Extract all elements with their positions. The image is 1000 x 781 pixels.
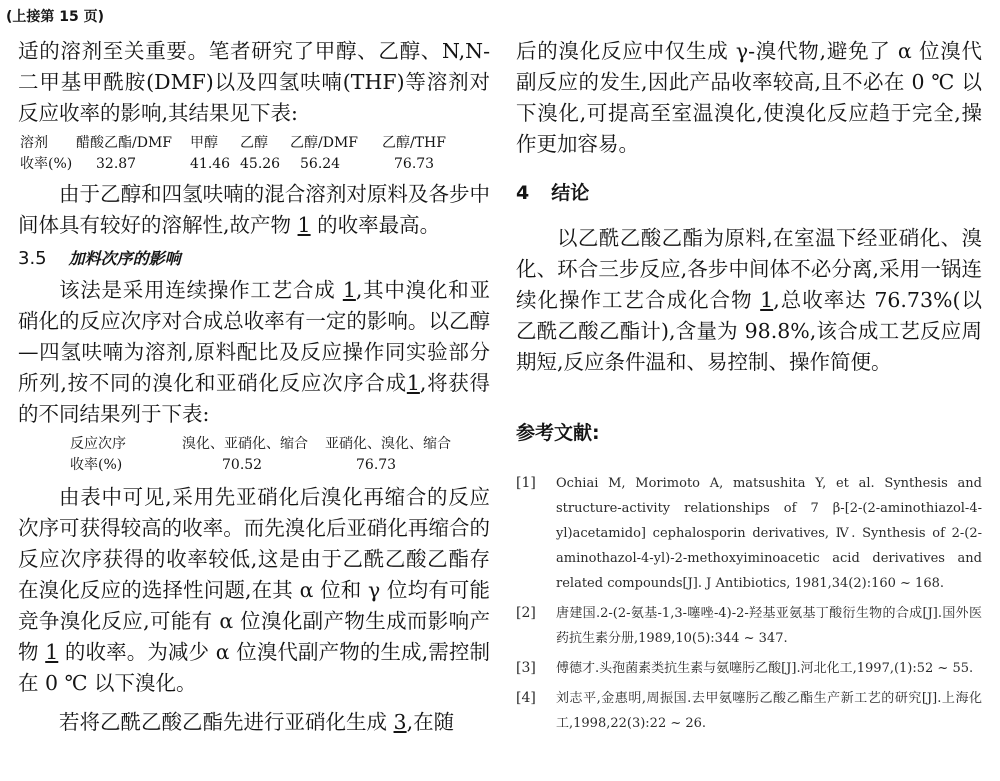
- reference-number: [2]: [516, 605, 536, 621]
- left-paragraph-1: 适的溶剂至关重要。笔者研究了甲醇、乙醇、N,N-二甲基甲酰胺(DMF)以及四氢呋喃(THF)等溶剂对反应收率的影响,其结果见下表:: [18, 39, 490, 125]
- sequence-yield-table: [70, 434, 490, 476]
- solvent-table-header-row: [20, 133, 490, 154]
- text-segment: 若将乙酰乙酸乙酯先进行亚硝化生成: [59, 710, 387, 734]
- table-cell: 反应次序: [70, 436, 126, 452]
- table-cell: 70.52: [222, 457, 263, 473]
- table-cell: 收率(%): [70, 457, 123, 473]
- table-cell: 76.73: [394, 156, 435, 172]
- table-cell: 76.73: [356, 457, 397, 473]
- section-number: 4: [516, 182, 530, 204]
- table-cell: 收率(%): [20, 156, 73, 172]
- compound-ref: 1: [406, 371, 420, 395]
- compound-ref: 1: [45, 640, 59, 664]
- compound-ref: 3: [393, 710, 407, 734]
- references-heading: 参考文献:: [516, 422, 600, 444]
- text-segment: 该法是采用连续操作工艺合成: [59, 278, 336, 302]
- reference-number: [1]: [516, 475, 536, 491]
- left-column: [18, 36, 490, 738]
- compound-ref: 1: [760, 288, 774, 312]
- right-column: [516, 36, 982, 741]
- sequence-table-header-row: [70, 434, 490, 455]
- table-cell: 45.26: [240, 156, 281, 172]
- reference-item: [516, 686, 982, 736]
- section-title: 结论: [551, 182, 590, 204]
- reference-text: 傅德才.头孢菌素类抗生素与氨噻肟乙酸[J].河北化工,1997,(1):52 ~ 55.: [556, 661, 974, 676]
- conclusion-paragraph: [516, 223, 982, 378]
- reference-text: 刘志平,金惠明,周振国.去甲氨噻肟乙酸乙酯生产新工艺的研究[J].上海化工,1998,22(3):22 ~ 26.: [556, 691, 982, 731]
- text-segment: 由表中可见,采用先亚硝化后溴化再缩合的反应次序可获得较高的收率。而先溴化后亚硝化再缩合的反应次序获得的收率较低,这是由于乙酰乙酸乙酯存在溴化反应的选择性问题,在其 α 位和 γ 位均有可能竞争溴化反应,可能有 α 位溴化副产物生成而影响产物: [18, 485, 490, 664]
- compound-ref: 1: [342, 278, 356, 302]
- table-cell: 56.24: [300, 156, 341, 172]
- reference-text: Ochiai M, Morimoto A, matsushita Y, et al. Synthesis and structure-activity relationships of 7 β-[2-(2-aminothiazol-4-yl)acetamido] cephalosporin derivatives, Ⅳ. Synthesis of 2-(2-aminothazol-4-yl)-2-methoxyiminoacetic acid derivatives and related compounds[J]. J Antibiotics, 1981,34(2):160 ~ 168.: [556, 476, 982, 591]
- left-paragraph-4: [18, 482, 490, 699]
- table-cell: 乙醇: [240, 135, 268, 151]
- left-paragraph-5: [18, 707, 490, 738]
- text-segment: ,总收率达 76.73%(以乙酰乙酸乙酯计),含量为 98.8%,该合成工艺反应周期短,反应条件温和、易控制、操作简便。: [516, 288, 982, 374]
- solvent-yield-table: [20, 133, 490, 175]
- text-segment: ,将获得的不同结果列于下表:: [18, 371, 490, 426]
- right-paragraph-1: 后的溴化反应中仅生成 γ-溴代物,避免了 α 位溴代副反应的发生,因此产品收率较高,且不必在 0 ℃ 以下溴化,可提高至室温溴化,使溴化反应趋于完全,操作更加容易。: [516, 39, 982, 156]
- solvent-table-yield-row: [20, 154, 490, 175]
- table-cell: 溴化、亚硝化、缩合: [182, 436, 308, 452]
- section-title: 加料次序的影响: [68, 249, 181, 268]
- text-segment: 由于乙醇和四氢呋喃的混合溶剂对原料及各步中间体具有较好的溶解性,故产物: [18, 182, 490, 237]
- reference-item: [516, 471, 982, 596]
- reference-number: [3]: [516, 660, 536, 676]
- section-3-5-heading: [18, 243, 490, 274]
- left-paragraph-2: [18, 179, 490, 241]
- sequence-table-yield-row: [70, 455, 490, 476]
- table-cell: 甲醇: [190, 135, 218, 151]
- reference-item: [516, 656, 982, 681]
- table-cell: 溶剂: [20, 135, 48, 151]
- reference-number: [4]: [516, 690, 536, 706]
- reference-item: [516, 601, 982, 651]
- table-cell: 乙醇/THF: [382, 135, 446, 151]
- left-paragraph-3: [18, 275, 490, 430]
- reference-text: 唐建国.2-(2-氨基-1,3-噻唑-4)-2-羟基亚氨基丁酸衍生物的合成[J].国外医药抗生素分册,1989,10(5):344 ~ 347.: [556, 606, 982, 646]
- continuation-note: (上接第 15 页): [6, 9, 105, 25]
- text-segment: ,其中溴化和亚硝化的反应次序对合成总收率有一定的影响。以乙醇—四氢呋喃为溶剂,原料配比及反应操作同实验部分所列,按不同的溴化和亚硝化反应次序合成: [18, 278, 490, 395]
- table-cell: 亚硝化、溴化、缩合: [325, 436, 451, 452]
- section-4-heading: [516, 178, 982, 205]
- text-segment: 的收率。为减少 α 位溴代副产物的生成,需控制在 0 ℃ 以下溴化。: [18, 640, 490, 695]
- table-cell: 41.46: [190, 156, 231, 172]
- compound-ref: 1: [297, 213, 311, 237]
- table-cell: 32.87: [96, 156, 137, 172]
- text-segment: ,在随: [406, 710, 455, 734]
- section-number: 3.5: [18, 248, 47, 269]
- text-segment: 以乙酰乙酸乙酯为原料,在室温下经亚硝化、溴化、环合三步反应,各步中间体不必分离,采用一锅连续化操作工艺合成化合物: [516, 226, 982, 312]
- table-cell: 醋酸乙酯/DMF: [76, 135, 172, 151]
- table-cell: 乙醇/DMF: [290, 135, 358, 151]
- text-segment: 的收率最高。: [317, 213, 441, 237]
- reference-list: [516, 471, 982, 736]
